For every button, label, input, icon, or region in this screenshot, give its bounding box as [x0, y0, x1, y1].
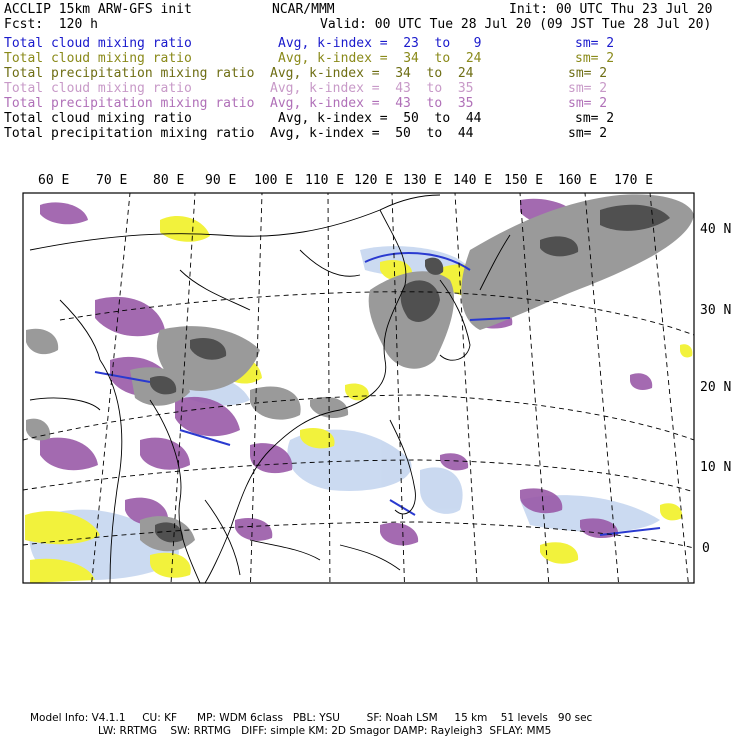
field-name: Total precipitation mixing ratio [4, 66, 255, 81]
lon-label: 130 E [403, 173, 443, 188]
model-title: ACCLIP 15km ARW-GFS init [4, 2, 192, 17]
field-name: Total cloud mixing ratio [4, 81, 192, 96]
lon-label: 160 E [558, 173, 598, 188]
field-avg: Avg, k-index = 23 to 9 [278, 36, 482, 51]
field-name: Total cloud mixing ratio [4, 51, 192, 66]
field-name: Total precipitation mixing ratio [4, 126, 255, 141]
field-avg: Avg, k-index = 34 to 24 [270, 66, 474, 81]
field-name: Total cloud mixing ratio [4, 36, 192, 51]
field-sm: sm= 2 [575, 111, 615, 126]
lon-label: 150 E [504, 173, 544, 188]
field-sm: sm= 2 [568, 96, 608, 111]
forecast-hour: Fcst: 120 h [4, 17, 98, 32]
field-sm: sm= 2 [568, 81, 608, 96]
field-sm: sm= 2 [568, 66, 608, 81]
field-sm: sm= 2 [575, 36, 615, 51]
lon-label: 100 E [254, 173, 294, 188]
field-sm: sm= 2 [568, 126, 608, 141]
cloud-field-layer [25, 194, 694, 583]
field-avg: Avg, k-index = 43 to 35 [270, 81, 474, 96]
field-avg: Avg, k-index = 34 to 24 [278, 51, 482, 66]
lon-label: 170 E [614, 173, 654, 188]
lon-label: 90 E [205, 173, 237, 188]
lon-label: 80 E [153, 173, 185, 188]
field-name: Total cloud mixing ratio [4, 111, 192, 126]
model-info-line1: Model Info: V4.1.1 CU: KF MP: WDM 6class PBL: YSU SF: Noah LSM 15 km 51 levels 90 sec [30, 712, 593, 724]
lon-label: 110 E [305, 173, 345, 188]
lat-label: 10 N [700, 460, 732, 475]
valid-time: Valid: 00 UTC Tue 28 Jul 20 (09 JST Tue 28 Jul 20) [320, 17, 712, 32]
lon-label: 60 E [38, 173, 70, 188]
field-avg: Avg, k-index = 43 to 35 [270, 96, 474, 111]
field-avg: Avg, k-index = 50 to 44 [270, 126, 474, 141]
field-avg: Avg, k-index = 50 to 44 [278, 111, 482, 126]
lat-label: 20 N [700, 380, 732, 395]
lat-label: 40 N [700, 222, 732, 237]
field-name: Total precipitation mixing ratio [4, 96, 255, 111]
lon-label: 120 E [354, 173, 394, 188]
lat-label: 30 N [700, 303, 732, 318]
model-info-line2: LW: RRTMG SW: RRTMG DIFF: simple KM: 2D Smagor DAMP: Rayleigh3 SFLAY: MM5 [98, 725, 552, 737]
lat-label: 0 [702, 541, 710, 556]
field-sm: sm= 2 [575, 51, 615, 66]
center-label: NCAR/MMM [272, 2, 335, 17]
lon-label: 140 E [453, 173, 493, 188]
init-time: Init: 00 UTC Thu 23 Jul 20 [509, 2, 713, 17]
lon-label: 70 E [96, 173, 128, 188]
